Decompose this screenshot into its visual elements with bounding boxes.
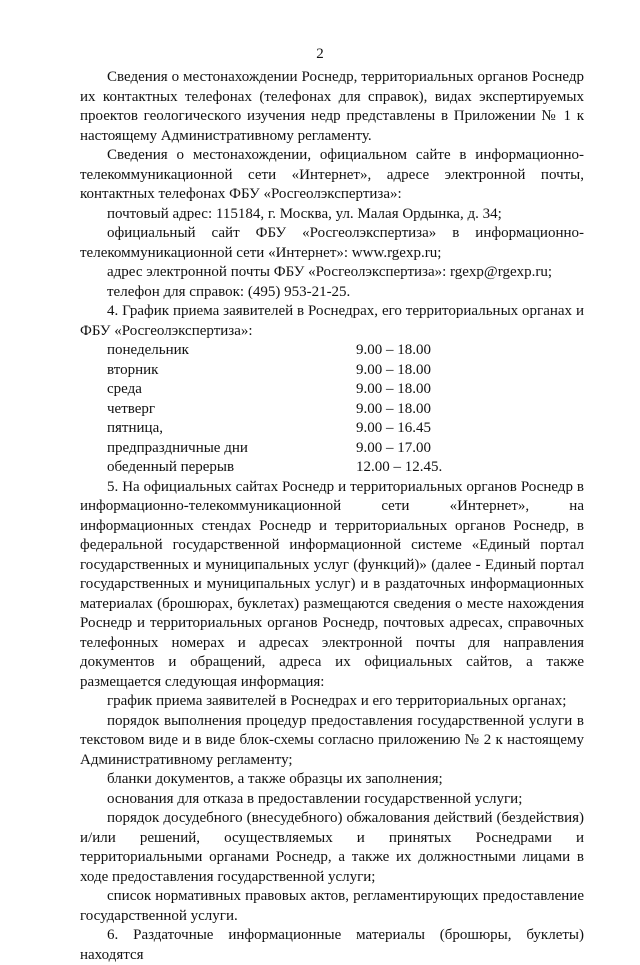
list-item: список нормативных правовых актов, регламентирующих предоставление государственной услуги. <box>80 888 584 924</box>
schedule-time: 9.00 – 16.45 <box>356 420 431 436</box>
list-item: бланки документов, а также образцы их заполнения; <box>107 771 443 787</box>
schedule-day: обеденный перерыв <box>107 459 235 475</box>
list-item: порядок выполнения процедур предоставления государственной услуги в текстовом виде и в виде блок-схемы согласно приложению № 2 к настоящему Административному регламенту; <box>80 712 584 768</box>
schedule-day: четверг <box>107 400 156 417</box>
schedule-time: 9.00 – 18.00 <box>356 361 431 378</box>
schedule-row <box>80 419 584 439</box>
schedule-time: 9.00 – 17.00 <box>356 439 431 456</box>
page-number: 2 <box>316 46 324 62</box>
phone-number: телефон для справок: (495) 953-21-25. <box>107 283 351 300</box>
schedule-day: понедельник <box>107 342 189 358</box>
schedule-day: вторник <box>107 361 159 378</box>
paragraph-handouts: 6. Раздаточные информационные материалы (брошюры, буклеты) находятся <box>80 927 584 963</box>
schedule-row <box>80 458 584 478</box>
list-item: основания для отказа в предоставлении государственной услуги; <box>107 790 523 807</box>
schedule-time: 9.00 – 18.00 <box>356 381 431 397</box>
schedule-row <box>80 400 584 420</box>
schedule-row <box>80 439 584 459</box>
paragraph-location-info: Сведения о местонахождении Роснедр, территориальных органов Роснедр их контактных телефонах (телефонах для справок), видах экспертируемых проектов геологического изучения недр представлены в Приложении № 1 к настоящему Административному регламенту. <box>80 69 584 144</box>
schedule-row <box>80 341 584 361</box>
schedule-time: 9.00 – 18.00 <box>356 342 431 358</box>
schedule-time: 9.00 – 18.00 <box>356 400 431 417</box>
postal-address: почтовый адрес: 115184, г. Москва, ул. Малая Ордынка, д. 34; <box>107 205 502 222</box>
schedule-row <box>80 361 584 381</box>
reception-schedule <box>80 341 584 478</box>
paragraph-schedule-heading: 4. График приема заявителей в Роснедрах, его территориальных органах и ФБУ «Росгеолэкспертиза»: <box>80 303 584 339</box>
schedule-day: пятница, <box>107 420 163 436</box>
schedule-day: среда <box>107 381 142 397</box>
list-item: порядок досудебного (внесудебного) обжалования действий (бездействия) и/или решений, осуществляемых и принятых Роснедрами и территориальными органами Роснедр, а также их должностными лицами в ходе предоставления государственной услуги; <box>80 810 584 885</box>
document-body <box>80 68 584 965</box>
paragraph-published-info: 5. На официальных сайтах Роснедр и территориальных органов Роснедр в информационно-телекоммуникационной сети «Интернет», на информационных стендах Роснедр и территориальных органов Роснедр, в федеральной государственной информационной системе «Единый портал государственных и муниципальных услуг (функций)» (далее - Единый портал государственных и муниципальных услуг) и в раздаточных информационных материалах (брошюрах, буклетах) размещаются сведения о месте нахождения Роснедр и территориальных органов Роснедр, почтовых адресах, справочных телефонных номерах и адресах электронной почты для направления документов и обращений, адреса их официальных сайтов, а также размещается следующая информация: <box>80 478 584 690</box>
list-item: график приема заявителей в Роснедрах и его территориальных органах; <box>107 693 567 709</box>
schedule-time: 12.00 – 12.45. <box>356 459 443 475</box>
schedule-day: предпраздничные дни <box>107 439 248 456</box>
schedule-row <box>80 380 584 400</box>
official-site: официальный сайт ФБУ «Росгеолэкспертиза» в информационно-телекоммуникационной сети «Интернет»: www.rgexp.ru; <box>80 225 584 261</box>
email-address: адрес электронной почты ФБУ «Росгеолэкспертиза»: rgexp@rgexp.ru; <box>107 264 553 280</box>
paragraph-fbu-info: Сведения о местонахождении, официальном сайте в информационно-телекоммуникационной сети «Интернет», адресе электронной почты, контактных телефонах ФБУ «Росгеолэкспертиза»: <box>80 147 584 202</box>
